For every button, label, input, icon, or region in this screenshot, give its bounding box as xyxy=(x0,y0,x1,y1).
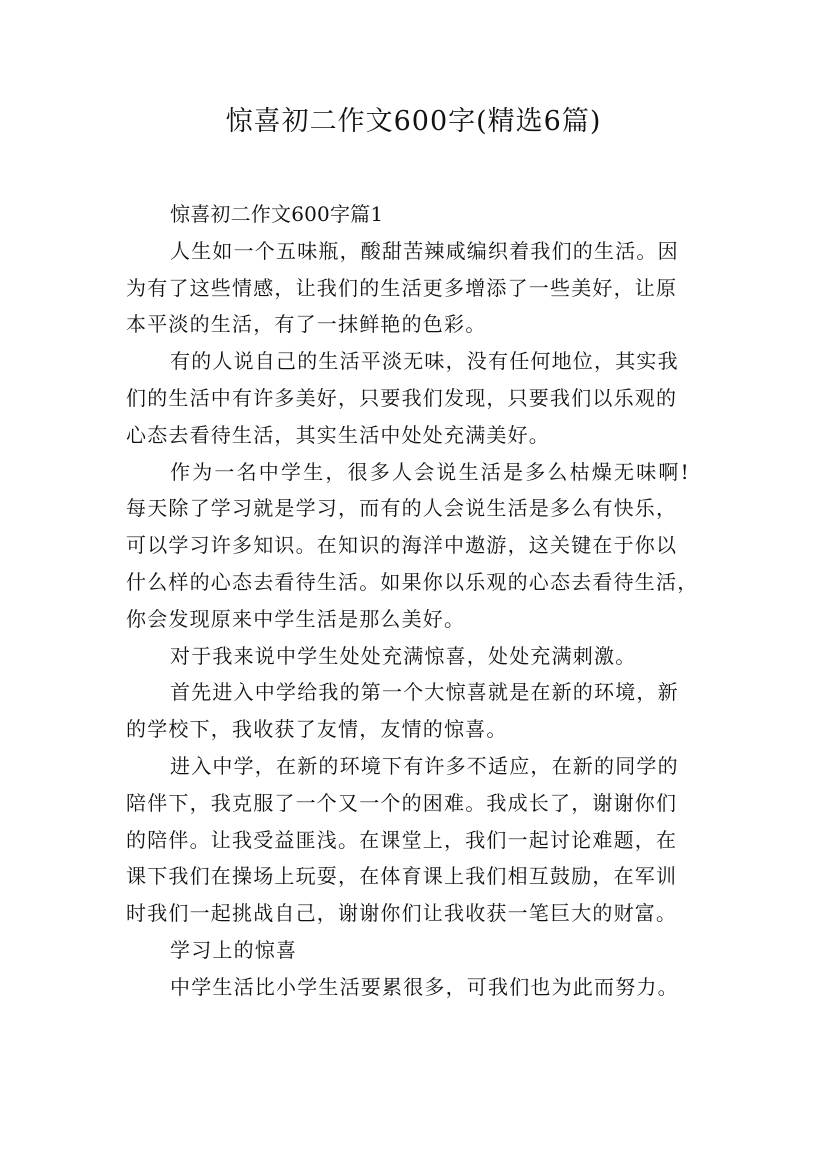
paragraph-line: 为有了这些情感，让我们的生活更多增添了一些美好，让原 xyxy=(126,275,678,300)
paragraph-line: 心态去看待生活，其实生活中处处充满美好。 xyxy=(126,422,550,447)
paragraph-line: 你会发现原来中学生活是那么美好。 xyxy=(126,606,466,631)
document-title: 惊喜初二作文600字(精选6篇) xyxy=(225,106,602,137)
paragraph-line: 进入中学，在新的环境下有许多不适应，在新的同学的 xyxy=(170,753,679,778)
paragraph-line: 中学生活比小学生活要累很多，可我们也为此而努力。 xyxy=(170,974,679,999)
paragraph-line: 每天除了学习就是学习，而有的人会说生活是多么有快乐， xyxy=(126,496,678,521)
paragraph-line: 的学校下，我收获了友情，友情的惊喜。 xyxy=(126,717,508,742)
paragraph-line: 们的生活中有许多美好，只要我们发现，只要我们以乐观的 xyxy=(126,385,678,410)
paragraph-line: 的陪伴。让我受益匪浅。在课堂上，我们一起讨论难题，在 xyxy=(126,827,678,852)
document-body xyxy=(126,196,726,1006)
paragraph-line: 什么样的心态去看待生活。如果你以乐观的心态去看待生活， xyxy=(126,569,699,594)
section-heading: 惊喜初二作文600字篇1 xyxy=(170,202,384,226)
paragraph-line: 人生如一个五味瓶，酸甜苦辣咸编织着我们的生活。因 xyxy=(170,238,679,263)
paragraph-line: 课下我们在操场上玩耍，在体育课上我们相互鼓励，在军训 xyxy=(126,864,678,889)
paragraph-line: 时我们一起挑战自己，谢谢你们让我收获一笔巨大的财富。 xyxy=(126,901,678,926)
paragraph-line: 有的人说自己的生活平淡无味，没有任何地位，其实我 xyxy=(170,349,679,374)
paragraph-line: 陪伴下，我克服了一个又一个的困难。我成长了，谢谢你们 xyxy=(126,790,678,815)
paragraph-line: 可以学习许多知识。在知识的海洋中遨游，这关键在于你以 xyxy=(126,533,678,558)
section-heading: 学习上的惊喜 xyxy=(170,937,298,962)
paragraph-line: 对于我来说中学生处处充满惊喜，处处充满刺激。 xyxy=(170,643,637,668)
paragraph-line: 首先进入中学给我的第一个大惊喜就是在新的环境，新 xyxy=(170,680,679,705)
paragraph-line: 作为一名中学生，很多人会说生活是多么枯燥无味啊! xyxy=(170,459,691,484)
paragraph-line: 本平淡的生活，有了一抹鲜艳的色彩。 xyxy=(126,312,487,337)
